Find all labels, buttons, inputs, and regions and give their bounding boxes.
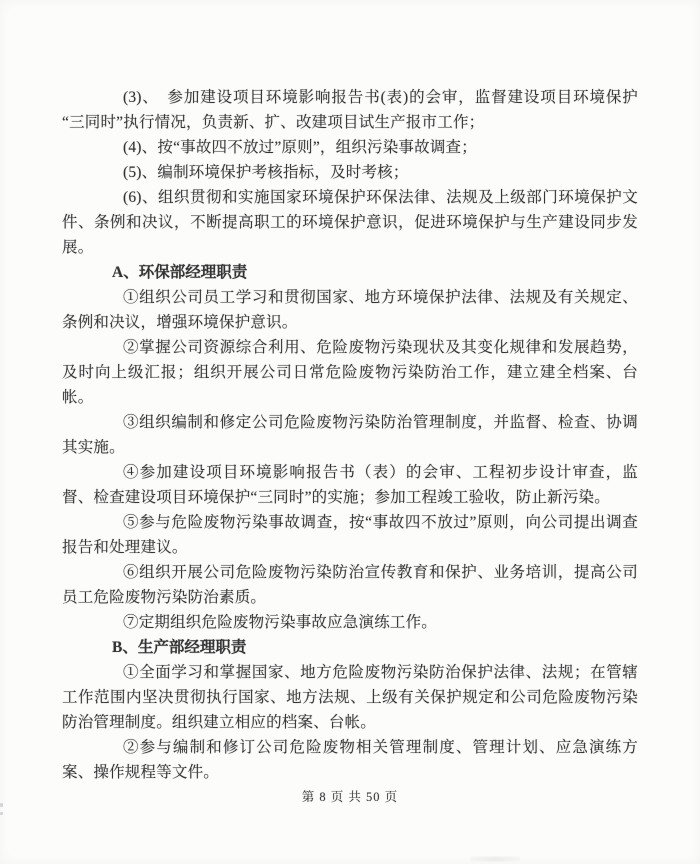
item-3: (3)、 参加建设项目环境影响报告书(表)的会审，监督建设项目环境保护“三同时”执行情况，负责新、扩、改建项目试生产报市工作；: [62, 89, 638, 131]
scan-smudge: [470, 856, 520, 862]
section-a-item-2: ②掌握公司资源综合利用、危险废物污染现状及其变化规律和发展趋势，及时向上级汇报；组织开展公司日常危险废物污染防治工作，建立建全档案、台帐。: [62, 339, 638, 406]
section-a-heading: A、环保部经理职责: [112, 264, 248, 281]
scan-artifact: [0, 803, 3, 807]
section-b-heading: B、生产部经理职责: [112, 639, 247, 656]
section-a-item-6: ⑥组织开展公司危险废物污染防治宣传教育和保护、业务培训，提高公司员工危险废物污染防治素质。: [62, 564, 638, 606]
item-4: (4)、按“事故四不放过”原则”，组织污染事故调查；: [123, 139, 477, 156]
section-a-item-7: ⑦定期组织危险废物污染事故应急演练工作。: [123, 614, 438, 631]
document-body: [62, 85, 638, 810]
item-6: (6)、组织贯彻和实施国家环境保护环保法律、法规及上级部门环境保护文件、条例和决议，不断提高职工的环境保护意识，促进环境保护与生产建设同步发展。: [62, 189, 638, 256]
section-b-item-2: ②参与编制和修订公司危险废物相关管理制度、管理计划、应急演练方案、操作规程等文件。: [62, 739, 638, 781]
section-a-item-1: ①组织公司员工学习和贯彻国家、地方环境保护法律、法规及有关规定、条例和决议，增强环境保护意识。: [62, 289, 638, 331]
section-b-item-1: ①全面学习和掌握国家、地方危险废物污染防治保护法律、法规；在管辖工作范围内坚决贯彻执行国家、地方法规、上级有关保护规定和公司危险废物污染防治管理制度。组织建立相应的档案、台帐。: [62, 664, 638, 731]
section-a-item-4: ④参加建设项目环境影响报告书（表）的会审、工程初步设计审查，监督、检查建设项目环境保护“三同时”的实施；参加工程竣工验收，防止新污染。: [62, 464, 638, 506]
scan-artifact: [0, 812, 3, 815]
section-a-item-3: ③组织编制和修定公司危险废物污染防治管理制度，并监督、检查、协调其实施。: [62, 414, 638, 456]
item-5: (5)、编制环境保护考核指标，及时考核；: [123, 164, 409, 181]
page-number: 第 8 页 共 50 页: [301, 790, 399, 804]
section-a-item-5: ⑤参与危险废物污染事故调查，按“事故四不放过”原则，向公司提出调查报告和处理建议。: [62, 514, 638, 556]
